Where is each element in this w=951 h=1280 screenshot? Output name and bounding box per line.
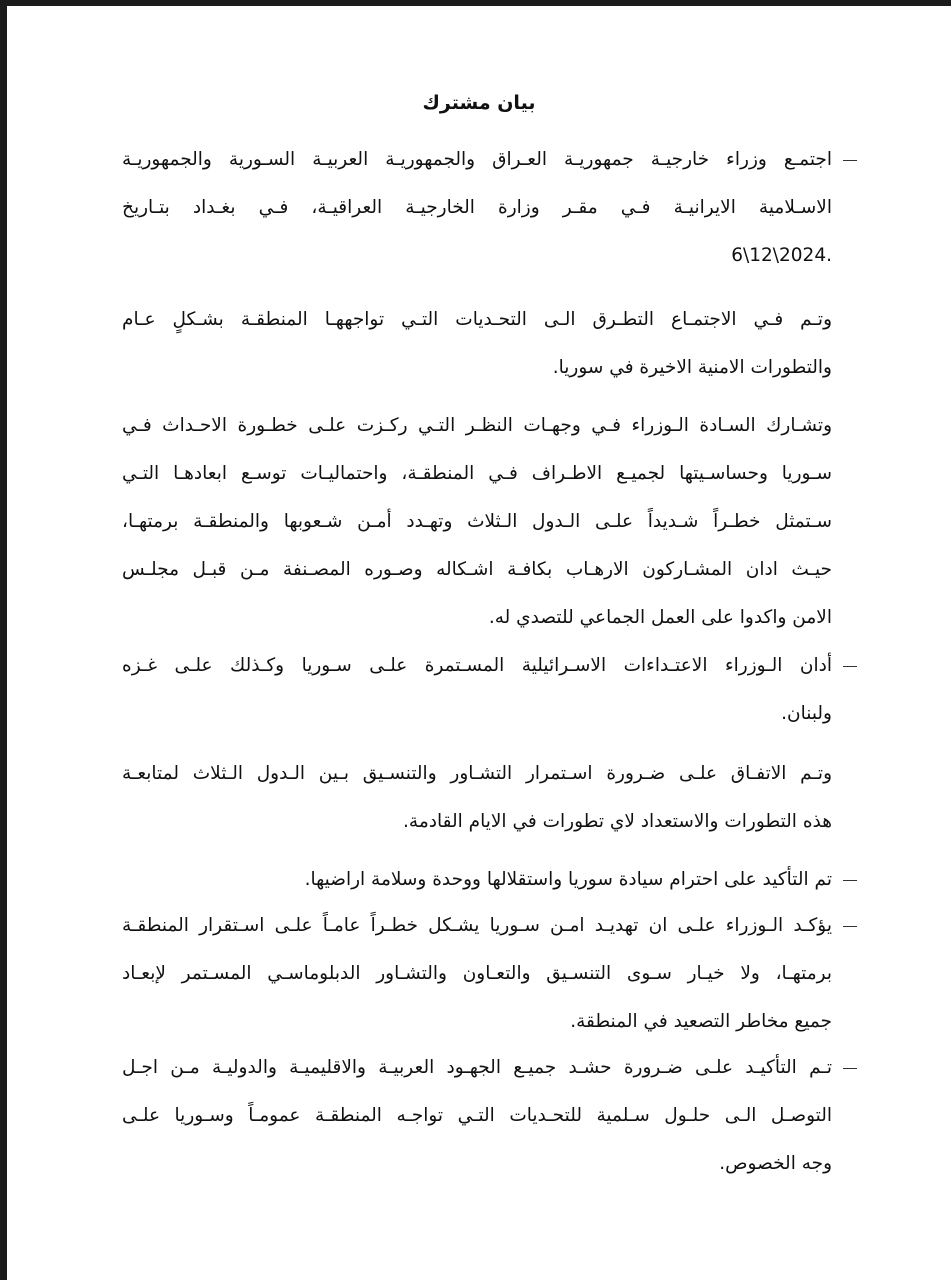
text-line: وتـم الاتفـاق علـى ضـرورة اسـتمرار التشـاور والتنسـيق بـين الـدول الـثلاث لمتابعـة — [122, 763, 832, 784]
text-line: برمتهـا، ولا خيـار سـوى التنسـيق والتعـاون والتشـاور الدبلوماسـي المسـتمر لإبعـاد — [122, 963, 832, 984]
text-line: هذه التطورات والاستعداد لاي تطورات في الايام القادمة. — [403, 811, 832, 832]
bullet-dash — [843, 666, 857, 667]
text-line: سـوريا وحساسـيتها لجميـع الاطـراف فـي المنطقـة، واحتماليـات توسـع ابعادهـا التـي — [122, 463, 832, 484]
document-page — [7, 6, 951, 1280]
bullet-item-security-threat — [122, 902, 832, 1046]
text-line: وجه الخصوص. — [719, 1153, 832, 1174]
text-line: ولبنان. — [781, 703, 832, 724]
text-line: سـتمثل خطـراً شـديداً علـى الـدول الـثلاث وتهـدد أمـن شـعوبها والمنطقـة برمتهـا، — [122, 511, 832, 532]
paragraph-challenges — [122, 296, 832, 392]
text-line: أدان الـوزراء الاعتـداءات الاسـرائيلية المسـتمرة علـى سـوريا وكـذلك علـى غـزه — [122, 655, 832, 676]
text-line: حيـث ادان المشـاركون الارهـاب بكافـة اشـكاله وصـوره المصـنفة مـن قبـل مجلـس — [122, 559, 832, 580]
text-line: جميع مخاطر التصعيد في المنطقة. — [570, 1011, 832, 1032]
bullet-dash — [843, 160, 857, 161]
text-line: تـم التأكيـد علـى ضـرورة حشـد جميـع الجهـود العربيـة والاقليميـة والدوليـة مـن اجـل — [122, 1057, 832, 1078]
bullet-item-condemnation — [122, 642, 832, 738]
document-title: بيان مشترك — [422, 92, 536, 114]
bullet-item-peaceful-solutions — [122, 1044, 832, 1188]
text-line: تم التأكيد على احترام سيادة سوريا واستقلالها ووحدة وسلامة اراضيها. — [304, 869, 832, 890]
text-line: الاسـلامية الايرانيـة فـي مقـر وزارة الخارجيـة العراقيـة، فـي بغـداد بتـاريخ — [122, 197, 832, 218]
text-line: .2024\12\6 — [731, 245, 832, 266]
paragraph-agreement — [122, 750, 832, 846]
text-line: اجتمـع وزراء خارجيـة جمهوريـة العـراق والجمهوريـة العربيـة السـورية والجمهوريـة — [122, 149, 832, 170]
text-line: والتطورات الامنية الاخيرة في سوريا. — [552, 357, 832, 378]
bullet-item-sovereignty — [122, 856, 832, 904]
bullet-dash — [843, 1068, 857, 1069]
text-line: يؤكـد الـوزراء علـى ان تهديـد امـن سـوريا يشـكل خطـراً عامـاً علـى اسـتقرار المنطقـة — [122, 915, 832, 936]
paragraph-views — [122, 402, 832, 642]
text-line: التوصـل الـى حلـول سـلمية للتحـديات التـي تواجـه المنطقـة عمومـاً وسـوريا علـى — [122, 1105, 832, 1126]
bullet-dash — [843, 880, 857, 881]
text-line: وتـم فـي الاجتمـاع التطـرق الـى التحـديات التـي تواجههـا المنطقـة بشـكلٍ عـام — [122, 309, 832, 330]
bullet-dash — [843, 926, 857, 927]
bullet-item-meeting — [122, 136, 832, 280]
text-line: الامن واكدوا على العمل الجماعي للتصدي له. — [488, 607, 832, 628]
text-line: وتشـارك السـادة الـوزراء فـي وجهـات النظـر التـي ركـزت علـى خطـورة الاحـداث فـي — [122, 415, 832, 436]
